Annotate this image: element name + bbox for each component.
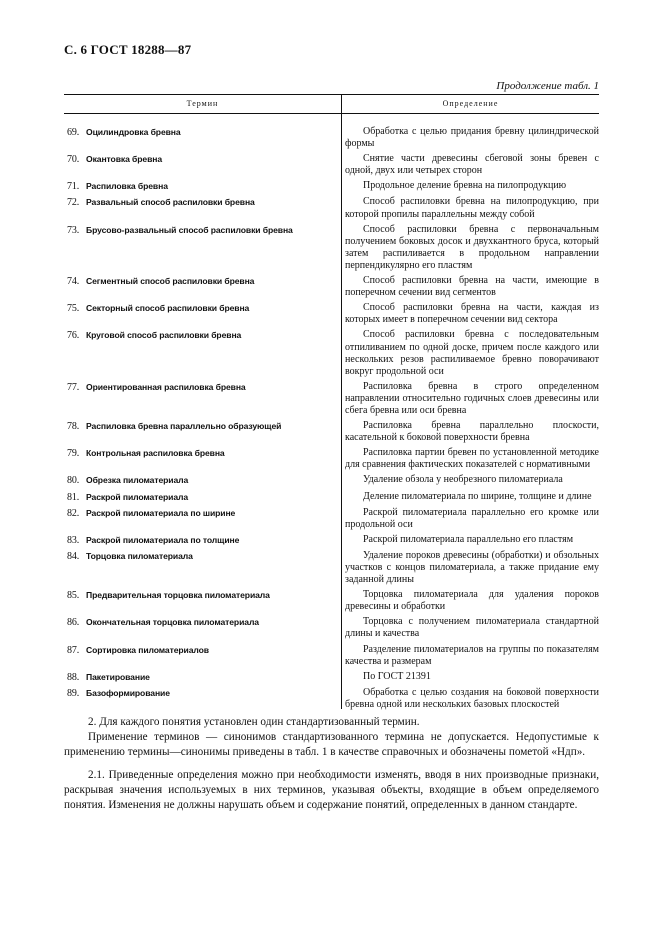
table-row <box>64 224 599 272</box>
body-text <box>64 715 599 820</box>
term-cell <box>64 447 341 471</box>
term-text: Распиловка бревна параллельно образующей <box>86 421 282 432</box>
term-text: Пакетирование <box>86 671 150 682</box>
term-cell <box>64 153 341 177</box>
table-row <box>64 275 599 299</box>
term-text: Круговой способ распиловки бревна <box>86 330 242 341</box>
column-divider <box>341 114 342 709</box>
term-text: Предварительная торцовка пиломатериала <box>86 590 270 601</box>
term-number: 72. <box>67 197 80 209</box>
term-text: Окантовка бревна <box>86 154 163 165</box>
table-row <box>64 381 599 417</box>
term-number: 78. <box>67 421 80 433</box>
page-header: С. 6 ГОСТ 18288—87 <box>64 42 192 57</box>
term-number: 84. <box>67 550 80 562</box>
term-number: 88. <box>67 671 80 683</box>
table-header <box>64 95 599 114</box>
term-text: Раскрой пиломатериала по толщине <box>86 534 240 545</box>
term-number: 82. <box>67 507 80 519</box>
term-number: 79. <box>67 448 80 460</box>
term-number: 87. <box>67 644 80 656</box>
column-header-definition: Определение <box>442 99 499 108</box>
table-row <box>64 671 599 684</box>
term-number: 70. <box>67 154 80 166</box>
definition-cell: Способ распиловки бревна с первоначальным получением боковых досок и двухкантного бруса, который затем распиливается в продольном направлении перпендикулярно его пластям <box>345 223 599 271</box>
paragraph-2: 2. Для каждого понятия установлен один стандартизованный термин. <box>88 716 420 728</box>
term-text: Развальный способ распиловки бревна <box>86 197 255 208</box>
term-cell <box>64 329 341 377</box>
definition-cell: Распиловка партии бревен по установленной методике для сравнения фактических показателей с нормативными <box>345 447 599 471</box>
term-number: 83. <box>67 534 80 546</box>
paragraph-2-note: Применение терминов — синонимов стандартизованного термина не допускается. Недопустимые к применению термины—синонимы приведены в табл. 1 в качестве справочных и обозначены пометой «Ндп». <box>64 731 599 759</box>
term-text: Торцовка пиломатериала <box>86 550 193 561</box>
table-row <box>64 447 599 471</box>
column-header-term: Термин <box>64 95 342 113</box>
definition-cell: Способ распиловки бревна с последовательным отпиливанием по одной доске, причем после каждого или нескольких резов распиливаемое бревно поворачивают вокруг продольной оси <box>345 329 599 377</box>
definition-cell: Раскрой пиломатериала параллельно его пластям <box>363 533 574 545</box>
term-cell <box>64 687 341 711</box>
definition-cell: Удаление пороков древесины (обработки) и обзольных участков с концов пиломатериала, а также придание ему заданной длины <box>345 549 599 586</box>
table-row <box>64 329 599 377</box>
term-number: 71. <box>67 181 80 193</box>
table-row <box>64 550 599 586</box>
definition-cell: Торцовка пиломатериала для удаления пороков древесины и обработки <box>345 589 599 613</box>
definition-cell: Способ распиловки бревна на части, каждая из которых имеет в поперечном сечении вид сектора <box>345 302 599 326</box>
term-cell <box>64 474 341 487</box>
term-cell <box>64 302 341 326</box>
term-number: 86. <box>67 617 80 629</box>
definition-cell: Торцовка с получением пиломатериала стандартной длины и качества <box>345 616 599 640</box>
term-text: Сортировка пиломатериалов <box>86 644 209 655</box>
definition-cell: По ГОСТ 21391 <box>363 670 431 682</box>
term-cell <box>64 644 341 668</box>
term-number: 74. <box>67 276 80 288</box>
table-row <box>64 180 599 193</box>
term-number: 77. <box>67 381 80 393</box>
term-number: 73. <box>67 224 80 236</box>
term-cell <box>64 180 341 193</box>
term-number: 89. <box>67 687 80 699</box>
table-row <box>64 196 599 220</box>
term-cell <box>64 196 341 220</box>
term-cell <box>64 224 341 272</box>
table-row <box>64 474 599 487</box>
term-cell <box>64 126 341 150</box>
term-text: Секторный способ распиловки бревна <box>86 303 250 314</box>
definition-cell: Снятие части древесины сбеговой зоны бревен с одной, двух или четырех сторон <box>345 153 599 177</box>
term-text: Раскрой пиломатериала <box>86 491 189 502</box>
term-text: Ориентированная распиловка бревна <box>86 381 246 392</box>
definition-cell: Способ распиловки бревна на пилопродукцию, при которой пропилы параллельны между собой <box>345 196 599 220</box>
term-cell <box>64 616 341 640</box>
table-row <box>64 153 599 177</box>
term-cell <box>64 420 341 444</box>
terms-table <box>64 94 599 714</box>
table-row <box>64 302 599 326</box>
paragraph-2-1: 2.1. Приведенные определения можно при необходимости изменять, вводя в них производные признаки, раскрывая значения используемых в них терминов, указывая объекты, входящие в объем определяемого понятия. Изменения не должны нарушать объем и содержание понятий, определенных в данном стандарте. <box>64 768 599 812</box>
term-text: Обрезка пиломатериала <box>86 475 189 486</box>
term-number: 76. <box>67 330 80 342</box>
table-row <box>64 126 599 150</box>
definition-cell: Обработка с целью создания на боковой поверхности бревна одной или нескольких базовых плоскостей <box>345 686 599 710</box>
term-number: 69. <box>67 127 80 138</box>
table-row <box>64 420 599 444</box>
term-cell <box>64 671 341 684</box>
term-text: Базоформирование <box>86 687 170 698</box>
term-text: Сегментный способ распиловки бревна <box>86 276 255 287</box>
table-row <box>64 534 599 547</box>
term-text: Раскрой пиломатериала по ширине <box>86 507 236 518</box>
table-row <box>64 644 599 668</box>
table-row <box>64 687 599 711</box>
term-text: Окончательная торцовка пиломатериала <box>86 617 259 628</box>
definition-cell: Способ распиловки бревна на части, имеющие в поперечном сечении вид сегментов <box>345 275 599 299</box>
definition-cell: Разделение пиломатериалов на группы по показателям качества и размерам <box>345 643 599 667</box>
term-cell <box>64 507 341 531</box>
definition-cell: Деление пиломатериала по ширине, толщине и длине <box>363 490 592 502</box>
term-cell <box>64 550 341 586</box>
term-cell <box>64 491 341 504</box>
definition-cell: Обработка с целью придания бревну цилиндрической формы <box>345 126 599 150</box>
definition-cell: Продольное деление бревна на пилопродукцию <box>363 180 567 192</box>
term-cell <box>64 275 341 299</box>
term-cell <box>64 381 341 417</box>
term-cell <box>64 589 341 613</box>
term-text: Оцилиндровка бревна <box>86 127 181 137</box>
table-row <box>64 589 599 613</box>
term-number: 80. <box>67 475 80 487</box>
table-row <box>64 616 599 640</box>
term-text: Брусово-развальный способ распиловки бревна <box>86 224 293 235</box>
term-cell <box>64 534 341 547</box>
term-number: 75. <box>67 303 80 315</box>
table-body <box>64 114 599 711</box>
table-continuation-label: Продолжение табл. 1 <box>496 80 599 92</box>
definition-cell: Удаление обзола у необрезного пиломатериала <box>363 474 563 486</box>
definition-cell: Раскрой пиломатериала параллельно его кромке или продольной оси <box>345 506 599 530</box>
term-text: Контрольная распиловка бревна <box>86 448 225 459</box>
definition-cell: Распиловка бревна параллельно плоскости, касательной к боковой поверхности бревна <box>345 420 599 444</box>
term-text: Распиловка бревна <box>86 181 168 192</box>
table-row <box>64 491 599 504</box>
definition-cell: Распиловка бревна в строго определенном направлении относительно годичных слоев древесины или сбега бревна или оси бревна <box>345 380 599 416</box>
term-number: 81. <box>67 491 80 503</box>
term-number: 85. <box>67 590 80 602</box>
table-row <box>64 507 599 531</box>
